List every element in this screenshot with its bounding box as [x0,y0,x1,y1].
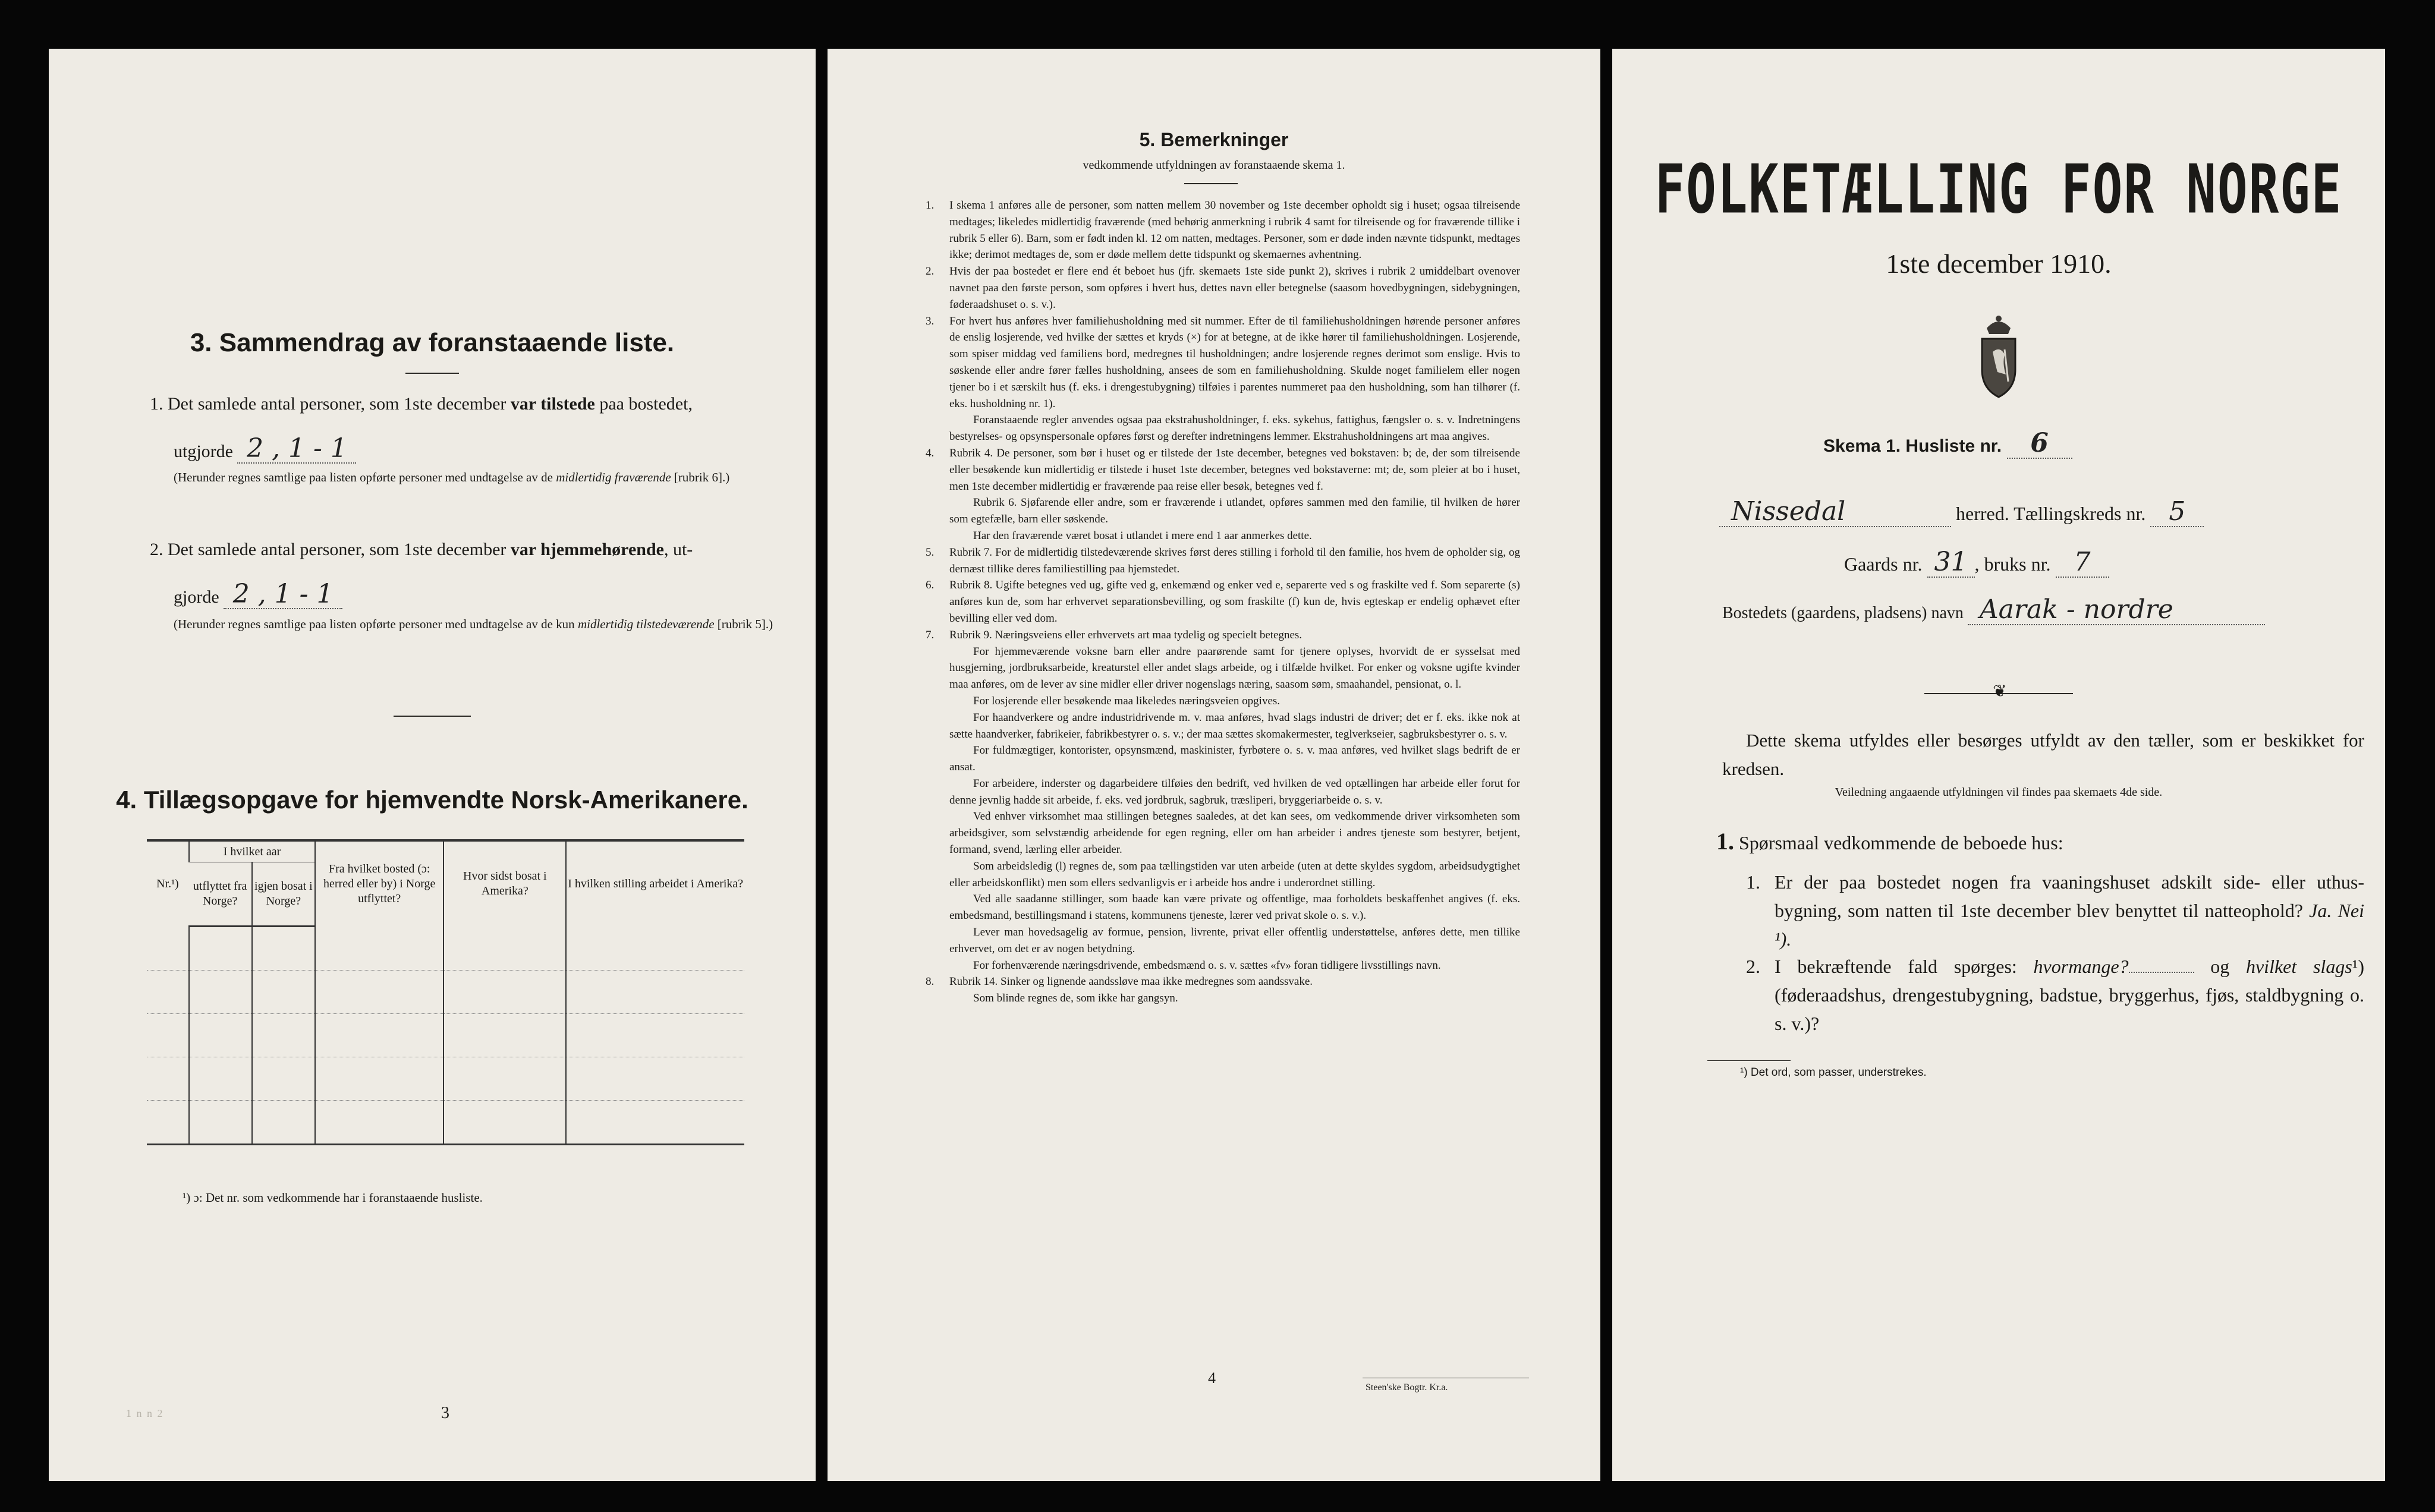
remark-subparagraph: Ved enhver virksomhet maa stillingen betegnes saaledes, at det kan sees, om vedkommende driver virksomheten som arbeidsgiver, som selvstændig arbeidende for egen regning, eller om han arbeider i andres tjeneste som bestyrer, betjent, formand, svend, lærling eller arbeider. [949,810,1520,856]
printer-imprint: Steen'ske Bogtr. Kr.a. [1366,1382,1448,1393]
table-row [147,1014,744,1057]
remark-subparagraph: For arbeidere, inderster og dagarbeidere tilføies den bedrift, ved hvilken de ved optællingen har arbeide eller forut for denne jevnlig hadde sit arbeide, f. eks. ved jordbruk, sagbruk, træsliperi, bryggeriarbeide o. s. v. [949,777,1520,807]
remark-subparagraph: Ved alle saadanne stillinger, som baade kan være private og offentlige, maa forholdets beskaffenhet angives (f. eks. embedsmand, bestillingsmand i statens, kommunens tjeneste, lærer ved privat skole o. s. v.). [949,893,1520,922]
remark-subparagraph: For hjemmeværende voksne barn eller andre paarørende samt for tjenere oplyses, hvorvidt de er sysselsat med husgjerning, jordbruksarbeide, kreaturstel eller andet slags arbeide, og i tilfælde hvilket. For enker og voksne ugifte kvinder maa anføres, om de lever av sine midler eller driver nogenslags næring, saasom søm, smaahandel, pensionat, o. l. [949,645,1520,691]
instruction-note: Veiledning angaaende utfyldningen vil findes paa skemaets 4de side. [1835,786,2163,799]
table-row [147,971,744,1014]
page-4 [828,49,1600,1481]
remark-item: 7. Rubrik 9. Næringsveiens eller erhvervets art maa tydelig og specielt betegnes. [926,628,1303,641]
summary-item-1-note: (Herunder regnes samtlige paa listen opførte personer med undtagelse av de midlertidig fraværende [rubrik 6].) [174,470,730,484]
corner-mark: 1 n n 2 [126,1407,164,1419]
remark-subparagraph: Har den fraværende været bosat i utlandet i mere end 1 aar anmerkes dette. [973,529,1312,542]
summary-item-1: 1. Det samlede antal personer, som 1ste december var tilstede paa bostedet, [150,394,693,414]
question-1-title: 1. Spørsmaal vedkommende de beboede hus: [1716,828,2063,855]
instruction: Dette skema utfyldes eller besørges utfyldt av den tæller, som er beskikket for kredsen. [1722,730,2364,779]
census-date: 1ste december 1910. [1886,248,2112,279]
remark-subparagraph: For fuldmægtiger, kontorister, opsynsmænd, maskinister, fyrbøtere o. s. v. maa anføres, ved hvilket slags bedrift de er ansat. [949,744,1520,774]
remark-item: 4. Rubrik 4. De personer, som bør i huset og er tilstede der 1ste december, betegnes ved bokstaven: b; de, der som tilreisende eller besøkende kun midlertidig er tilstede i huset 1ste december, betegnes ved bokstaverne: mt; de, som pleier at bo i huset, men 1ste december midlertidig er fraværende paa reise eller besøk, betegnes ved f. [926,446,1520,493]
herred-field[interactable]: Nissedal [1719,497,1951,527]
coat-of-arms-icon [1969,310,2028,399]
ornament-icon: ❦ [1993,682,2007,701]
remark-item: 3. For hvert hus anføres hver familiehusholdning med sit nummer. Efter de til familiehusholdningen hørende personer anføres de enslig losjerende, ved hvilke der sættes et kryds (×) for at betegne, at de ikke hører til familiehusholdningen. Losjerende, som spiser middag ved familiens bord, medregnes til husholdningen; andre losjerende regnes derimot som enslige. Hvis to søskende eller andre fører fælles husholdning, ansees de som en familiehusholdning. Skulde noget familielem eller nogen tjener bo i et særskilt hus (f. eks. i drengestubygning) tilføies i parentes nummeret paa den husholdning, som han tilhører (f. eks. husholdning nr. 1). [926,314,1520,410]
remark-subparagraph: For haandverkere og andre industridrivende m. v. maa anføres, hvad slags industri de driver; det er f. eks. ikke nok at sætte haandverker, fabrikeier, fabrikbestyrer o. s. v.; der maa sættes skomakermester, teglverkseier, sagbruksbestyrer o. s. v. [949,711,1520,741]
remark-item: 8. Rubrik 14. Sinker og lignende aandssløve maa ikke medregnes som aandssvake. [926,975,1313,988]
summary-item-2-value-line: gjorde 2 , 1 - 1 [174,581,804,611]
resident-count[interactable]: 2 , 1 - 1 [224,581,342,609]
present-count[interactable]: 2 , 1 - 1 [237,435,356,464]
title-rule [1184,183,1238,184]
gaards-line: Gaards nr. 31 , bruks nr. 7 [1844,548,2320,578]
form-title: FOLKETÆLLING FOR NORGE [1654,150,2343,229]
summary-item-2: 2. Det samlede antal personer, som 1ste december var hjemmehørende, ut- [150,540,693,559]
col-igjen-bosat: igjen bosat i Norge? [252,862,316,927]
bruks-field[interactable]: 7 [2056,548,2109,578]
page-1 [1612,49,2385,1481]
remark-subparagraph: For forhenværende næringsdrivende, embedsmænd o. s. v. sættes «fv» foran tidligere livsstillings navn. [973,959,1441,972]
col-stilling: I hvilken stilling arbeidet i Amerika? [566,840,744,927]
husliste-nr[interactable]: 6 [2007,429,2072,459]
yes-no-choice[interactable]: Ja. Nei ¹). [1775,900,2364,950]
remarks-title: 5. Bemerkninger [1139,129,1289,150]
section-3-title: 3. Sammendrag av foranstaaende liste. [190,328,675,357]
skema-line: Skema 1. Husliste nr. 6 [1823,429,2239,461]
question-1-1: 1. Er der paa bostedet nogen fra vaaningshuset adskilt side- eller uthus-bygning, som natten til 1ste december blev benyttet til natteophold? Ja. Nei ¹). [1746,871,2364,950]
hvormange-field[interactable] [2129,972,2194,973]
kreds-field[interactable]: 5 [2150,497,2204,527]
remark-item: 2. Hvis der paa bostedet er flere end ét beboet hus (jfr. skemaets 1ste side punkt 2), skrives i rubrik 2 umiddelbart ovenover navnet paa den første person, som opføres i hvert hus, dettes navn eller betegnelse (saasom hovedbygningen, sidebygningen, føderaadshuset o. s. v.). [926,265,1520,311]
remark-item: 6. Rubrik 8. Ugifte betegnes ved ug, gifte ved g, enkemænd og enker ved e, separerte ved s og fraskilte ved f. Som separerte (s) anføres kun de, som har erhvervet separationsbevilling, og som fraskilte (f) kun de, hvis egteskap er endelig ophævet efter bevilling eller ved dom. [926,579,1520,625]
remark-item: 1. I skema 1 anføres alle de personer, som natten mellem 30 november og 1ste december opholdt sig i huset; ogsaa tilreisende medtages; likeledes midlertidig fraværende (med behørig anmerkning i rubrik 4 samt for tilreisende og for fraværende tillike i rubrik 5 eller 6). Barn, som er født inden kl. 12 om natten, medtages. Personer, som er døde inden nævnte tidspunkt, medtages ikke; derimot medtages de, som er døde mellem dette tidspunkt og skemaernes avhentning. [926,199,1520,262]
table-footnote: ¹) ɔ: Det nr. som vedkommende har i foranstaaende husliste. [183,1190,483,1205]
table-row [147,1101,744,1145]
page-3 [49,49,816,1481]
norsk-amerikanere-table [147,839,744,1145]
divider [394,716,471,717]
question-1-2: 2. I bekræftende fald spørges: hvormange? og hvilket slags¹) (føderaadshus, drengestubygning, badstue, bryggerhus, fjøs, staldbygning o. s. v.)? [1746,956,2365,1034]
page-number: 3 [441,1404,449,1422]
summary-item-2-note: (Herunder regnes samtlige paa listen opførte personer med undtagelse av de kun midlertidig tilstedeværende [rubrik 5].) [174,617,773,631]
bosted-field[interactable]: Aarak - nordre [1968,596,2265,625]
col-bosted: Fra hvilket bosted (ɔ: herred eller by) i Norge utflyttet? [315,840,443,927]
summary-item-1-value-line: utgjorde 2 , 1 - 1 [174,435,804,465]
remark-subparagraph: Rubrik 6. Sjøfarende eller andre, som er fraværende i utlandet, opføres sammen med den familie, til hvilken de hører som egtefælle, barn eller søskende. [949,496,1520,526]
remark-subparagraph: Lever man hovedsagelig av formue, pension, livrente, privat eller offentlig understøttelse, anføres dette, men tillike erhvervet, om det er av nogen betydning. [949,926,1520,955]
col-sidst-bosat: Hvor sidst bosat i Amerika? [443,840,566,927]
page1-footnote: ¹) Det ord, som passer, understrekes. [1740,1066,1927,1079]
table-row [147,927,744,971]
bosted-line: Bostedets (gaardens, pladsens) navn Aarak - nordre [1722,596,2364,628]
footnote-rule [1707,1060,1791,1061]
remark-subparagraph: Foranstaaende regler anvendes ogsaa paa ekstrahusholdninger, f. eks. sykehus, fattighus, fængsler o. s. v. Indretningens bestyrelses- og opsynspersonale opføres først og derefter indretningens lemmer. Ekstrahusholdningens art maa angives. [949,414,1520,443]
remarks-list [926,197,1520,1007]
title-rule [405,373,459,374]
gaards-field[interactable]: 31 [1927,548,1975,578]
page-number: 4 [1208,1369,1216,1387]
col-group-year: I hvilket aar [189,840,315,862]
table-row [147,1057,744,1101]
section-4-title: 4. Tillægsopgave for hjemvendte Norsk-Amerikanere. [116,786,748,814]
col-nr: Nr.¹) [147,840,189,927]
herred-line: Nissedal herred. Tællingskreds nr. 5 [1719,497,2361,528]
remark-subparagraph: Som blinde regnes de, som ikke har gangsyn. [973,992,1178,1005]
remark-subparagraph: For losjerende eller besøkende maa likeledes næringsveien opgives. [973,694,1281,707]
remark-subparagraph: Som arbeidsledig (l) regnes de, som paa tællingstiden var uten arbeide (uten at dette skyldes sygdom, arbeidsudygtighet eller arbeidskonflikt) men som ellers sedvanligvis er i arbeide hos andre i underordnet stilling. [949,859,1520,889]
remarks-subtitle: vedkommende utfyldningen av foranstaaende skema 1. [1083,159,1345,172]
col-utflyttet: utflyttet fra Norge? [189,862,252,927]
remark-item: 5. Rubrik 7. For de midlertidig tilstedeværende skrives først deres stilling i forhold til den familie, hos hvem de opholder sig, og dernæst tillike deres familiestilling paa hjemstedet. [926,546,1520,575]
